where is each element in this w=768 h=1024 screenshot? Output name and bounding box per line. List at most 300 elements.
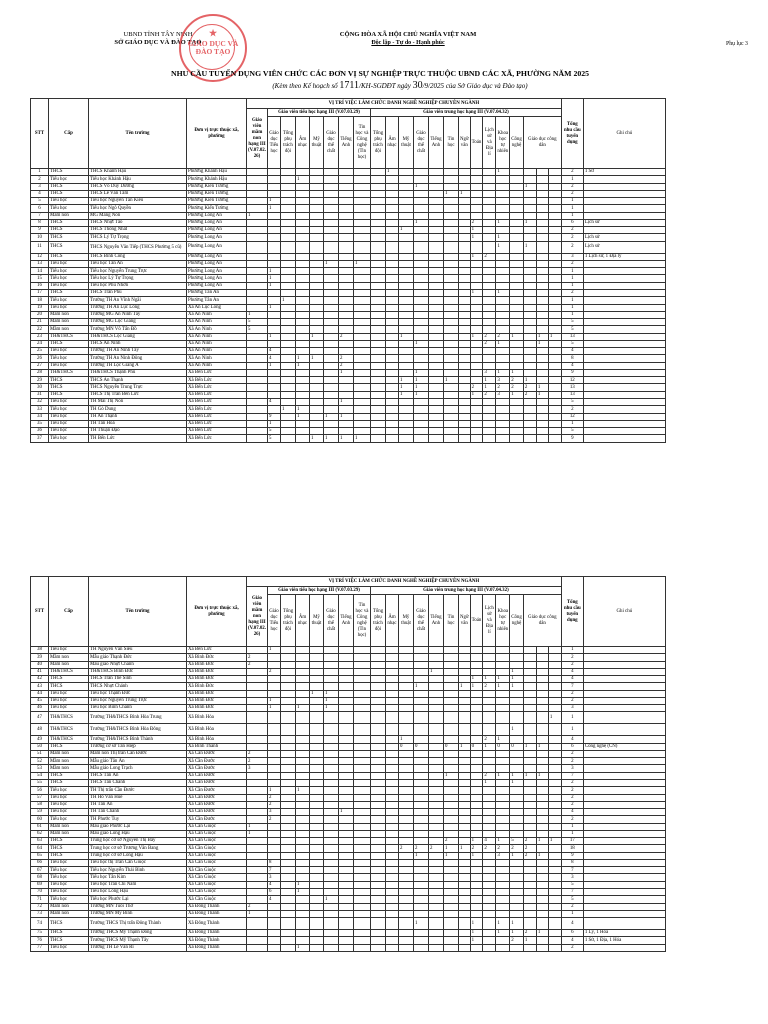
row-commune: Phường Long An [187, 260, 247, 267]
row-value-cell [548, 355, 561, 362]
row-value-cell [280, 896, 295, 903]
row-value-cell: 2 [267, 668, 280, 675]
row-value-cell [470, 304, 483, 311]
row-total: 4 [561, 918, 583, 930]
row-value-cell [470, 348, 483, 355]
row-value-cell [338, 668, 353, 675]
row-value-cell [443, 275, 458, 282]
row-value-cell: 1 [413, 683, 428, 690]
row-value-cell [353, 697, 370, 704]
row-value-cell [428, 690, 443, 697]
table-row [31, 654, 666, 661]
row-value-cell [370, 690, 385, 697]
row-value-cell [536, 413, 548, 420]
row-value-cell [443, 260, 458, 267]
row-value-cell [510, 758, 524, 765]
row-value-cell [428, 661, 443, 668]
row-value-cell [323, 852, 338, 859]
row-value-cell [536, 867, 548, 874]
row-level: THCS [49, 852, 89, 859]
row-total: 1 [561, 205, 583, 212]
row-note [583, 190, 665, 197]
row-commune: Phường Long An [187, 253, 247, 260]
row-stt: 50 [31, 743, 49, 750]
row-school-name: Trường TH&THCS Bình Hòa Đông [89, 724, 187, 736]
row-level: Tiểu học [49, 205, 89, 212]
row-value-cell [398, 944, 413, 951]
row-value-cell [370, 772, 385, 779]
row-value-cell: 1 [323, 697, 338, 704]
row-value-cell [536, 683, 548, 690]
row-value-cell [295, 794, 309, 801]
row-stt: 1 [31, 169, 49, 176]
row-value-cell [247, 743, 268, 750]
row-value-cell [496, 198, 510, 205]
row-value-cell [483, 697, 496, 704]
row-value-cell [470, 787, 483, 794]
row-value-cell [470, 661, 483, 668]
row-value-cell [247, 647, 268, 654]
table-row [31, 398, 666, 405]
row-value-cell [428, 910, 443, 917]
row-value-cell: 1 [309, 333, 323, 340]
row-stt: 16 [31, 282, 49, 289]
row-value-cell [443, 326, 458, 333]
row-value-cell [496, 888, 510, 895]
row-value-cell [247, 355, 268, 362]
row-value-cell [470, 282, 483, 289]
row-value-cell [309, 260, 323, 267]
row-value-cell [443, 282, 458, 289]
row-level: Tiểu học [49, 801, 89, 808]
row-value-cell [443, 654, 458, 661]
row-value-cell [309, 304, 323, 311]
row-value-cell [385, 765, 398, 772]
row-value-cell: 1 [523, 743, 536, 750]
table-row [31, 794, 666, 801]
row-level: Tiểu học [49, 406, 89, 413]
row-value-cell [398, 348, 413, 355]
row-value-cell [309, 420, 323, 427]
row-value-cell [338, 183, 353, 190]
row-value-cell [323, 647, 338, 654]
row-school-name: Tiểu học Trần Chí Nam [89, 881, 187, 888]
row-value-cell: 1 [523, 937, 536, 944]
row-value-cell: 2 [470, 845, 483, 852]
row-school-name: Trường MG Lộc Giang [89, 319, 187, 326]
row-value-cell [295, 205, 309, 212]
row-value-cell [323, 304, 338, 311]
row-value-cell [323, 384, 338, 391]
row-value-cell [413, 750, 428, 757]
row-value-cell [295, 816, 309, 823]
row-value-cell [443, 348, 458, 355]
row-school-name: Trường TH An Vĩnh Ngãi [89, 297, 187, 304]
row-value-cell [496, 944, 510, 951]
row-note [583, 348, 665, 355]
row-value-cell [338, 377, 353, 384]
row-value-cell [428, 241, 443, 253]
row-value-cell [496, 668, 510, 675]
row-school-name: Tiểu học Long Hậu [89, 888, 187, 895]
row-value-cell [353, 413, 370, 420]
row-stt: 67 [31, 867, 49, 874]
row-stt: 76 [31, 937, 49, 944]
row-value-cell [309, 930, 323, 937]
row-value-cell [267, 830, 280, 837]
row-value-cell [483, 705, 496, 712]
row-value-cell [428, 823, 443, 830]
row-value-cell [280, 838, 295, 845]
row-value-cell [470, 705, 483, 712]
row-value-cell [398, 406, 413, 413]
row-value-cell [496, 355, 510, 362]
row-commune: Xã Bình Đức [187, 705, 247, 712]
row-value-cell [295, 297, 309, 304]
row-value-cell [353, 253, 370, 260]
row-value-cell [443, 944, 458, 951]
row-value-cell [483, 859, 496, 866]
row-value-cell [548, 176, 561, 183]
row-value-cell: 1 [443, 377, 458, 384]
row-value-cell [548, 918, 561, 930]
row-stt: 25 [31, 348, 49, 355]
row-value-cell: 2 [483, 683, 496, 690]
row-value-cell: 1 [536, 772, 548, 779]
row-value-cell [413, 809, 428, 816]
row-value-cell [458, 406, 470, 413]
row-value-cell [548, 874, 561, 881]
row-value-cell: 1 [267, 275, 280, 282]
row-value-cell [338, 169, 353, 176]
row-value-cell: 2 [483, 772, 496, 779]
row-level: Mầm non [49, 830, 89, 837]
row-value-cell [413, 268, 428, 275]
row-value-cell: 4 [267, 355, 280, 362]
row-value-cell [309, 787, 323, 794]
row-total: 2 [561, 169, 583, 176]
row-value-cell [523, 319, 536, 326]
row-value-cell [443, 340, 458, 347]
row-value-cell [548, 169, 561, 176]
row-value-cell [510, 326, 524, 333]
row-value-cell [413, 758, 428, 765]
row-level: Tiểu học [49, 705, 89, 712]
row-stt: 9 [31, 227, 49, 234]
row-value-cell [496, 697, 510, 704]
row-value-cell [510, 176, 524, 183]
row-value-cell [443, 391, 458, 398]
row-value-cell: 2 [523, 930, 536, 937]
row-school-name: TH Tân Hoà [89, 420, 187, 427]
row-value-cell [443, 937, 458, 944]
row-stt: 70 [31, 888, 49, 895]
row-value-cell [267, 736, 280, 743]
header-secondary-col: Khoa học tự nhiên [496, 117, 510, 169]
row-value-cell [280, 413, 295, 420]
row-value-cell [338, 859, 353, 866]
row-value-cell [267, 391, 280, 398]
row-value-cell: 1 [510, 676, 524, 683]
row-value-cell [428, 838, 443, 845]
row-value-cell [523, 758, 536, 765]
row-value-cell [247, 198, 268, 205]
row-value-cell [385, 219, 398, 226]
row-value-cell: 2 [483, 340, 496, 347]
row-value-cell [523, 823, 536, 830]
row-value-cell [458, 340, 470, 347]
row-value-cell: 4 [267, 881, 280, 888]
row-school-name: Trường TH Lộc Giang A [89, 362, 187, 369]
row-total: 1 [561, 275, 583, 282]
row-commune: Phường Long An [187, 219, 247, 226]
row-value-cell [398, 219, 413, 226]
row-value-cell [385, 348, 398, 355]
table-row [31, 937, 666, 944]
row-value-cell [413, 779, 428, 786]
row-value-cell [458, 779, 470, 786]
row-value-cell [353, 391, 370, 398]
row-commune: Phường Long An [187, 275, 247, 282]
row-commune: Xã Bình Đức [187, 676, 247, 683]
row-value-cell [309, 668, 323, 675]
row-value-cell [470, 398, 483, 405]
row-value-cell [548, 845, 561, 852]
row-value-cell [398, 801, 413, 808]
row-commune: Xã Bến Lức [187, 420, 247, 427]
row-value-cell: 1 [309, 355, 323, 362]
row-value-cell [385, 190, 398, 197]
row-value-cell [323, 428, 338, 435]
row-value-cell [458, 362, 470, 369]
row-value-cell: 1 [295, 881, 309, 888]
row-value-cell [523, 787, 536, 794]
row-value-cell [523, 809, 536, 816]
row-total: 7 [561, 683, 583, 690]
row-value-cell [280, 712, 295, 724]
row-value-cell [413, 794, 428, 801]
row-value-cell [443, 787, 458, 794]
table-row [31, 319, 666, 326]
row-school-name: THCS Võ Duy Dương [89, 183, 187, 190]
row-value-cell [523, 794, 536, 801]
row-value-cell [536, 816, 548, 823]
row-value-cell [353, 705, 370, 712]
row-value-cell [267, 227, 280, 234]
row-value-cell [323, 758, 338, 765]
row-value-cell [323, 183, 338, 190]
row-value-cell [483, 937, 496, 944]
row-level: THCS [49, 683, 89, 690]
row-school-name: Mẫu giáo Nhựt Chánh [89, 661, 187, 668]
header-primary-col: Tin học và Công nghệ (Tin học) [353, 117, 370, 169]
row-value-cell [458, 289, 470, 296]
row-value-cell [385, 398, 398, 405]
row-value-cell [295, 183, 309, 190]
row-value-cell [353, 176, 370, 183]
row-value-cell [353, 918, 370, 930]
row-value-cell [458, 234, 470, 241]
row-school-name: Tiểu học Nguyễn Trung Trực [89, 268, 187, 275]
table-row [31, 234, 666, 241]
row-value-cell: 5 [247, 319, 268, 326]
row-value-cell [295, 838, 309, 845]
row-value-cell [496, 910, 510, 917]
table-row [31, 816, 666, 823]
row-value-cell: 1 [458, 743, 470, 750]
row-value-cell [428, 697, 443, 704]
row-value-cell [443, 816, 458, 823]
row-value-cell [338, 384, 353, 391]
row-value-cell [370, 333, 385, 340]
row-value-cell [510, 428, 524, 435]
row-commune: Phường Kiến Tường [187, 205, 247, 212]
row-value-cell [536, 241, 548, 253]
row-value-cell [428, 712, 443, 724]
row-value-cell [338, 705, 353, 712]
row-value-cell [510, 183, 524, 190]
row-value-cell [247, 930, 268, 937]
row-value-cell: 5 [510, 838, 524, 845]
row-value-cell [267, 253, 280, 260]
plan-day: 30 [412, 80, 423, 91]
row-value-cell [496, 413, 510, 420]
row-value-cell [413, 282, 428, 289]
row-value-cell [370, 253, 385, 260]
row-value-cell [548, 234, 561, 241]
national-motto-block [318, 31, 498, 47]
row-value-cell [370, 809, 385, 816]
row-school-name: Trường THCS Thị trấn Đông Thành [89, 918, 187, 930]
row-value-cell [470, 311, 483, 318]
row-value-cell [353, 903, 370, 910]
row-value-cell [247, 333, 268, 340]
row-stt: 69 [31, 881, 49, 888]
row-value-cell [413, 435, 428, 442]
row-value-cell [548, 816, 561, 823]
row-note [583, 176, 665, 183]
row-value-cell: 1 [267, 198, 280, 205]
row-value-cell [398, 896, 413, 903]
row-value-cell [548, 758, 561, 765]
row-value-cell [470, 712, 483, 724]
row-value-cell [338, 690, 353, 697]
row-value-cell [483, 198, 496, 205]
row-total: 5 [561, 398, 583, 405]
row-value-cell [370, 275, 385, 282]
row-value-cell [247, 736, 268, 743]
row-value-cell [295, 867, 309, 874]
row-value-cell [428, 355, 443, 362]
row-value-cell: 2 [496, 333, 510, 340]
row-value-cell [338, 326, 353, 333]
row-value-cell: 2 [338, 333, 353, 340]
row-value-cell: 1 [496, 683, 510, 690]
row-value-cell [309, 413, 323, 420]
row-value-cell [496, 801, 510, 808]
row-stt: 71 [31, 896, 49, 903]
row-value-cell [536, 369, 548, 376]
row-value-cell [428, 348, 443, 355]
row-commune: Xã An Ninh [187, 355, 247, 362]
row-value-cell [353, 867, 370, 874]
row-value-cell [536, 435, 548, 442]
row-stt: 14 [31, 268, 49, 275]
row-value-cell: 2 [510, 937, 524, 944]
row-level: THCS [49, 340, 89, 347]
row-stt: 65 [31, 852, 49, 859]
table-row [31, 406, 666, 413]
row-value-cell: 1 [470, 918, 483, 930]
row-value-cell [385, 823, 398, 830]
row-value-cell [370, 176, 385, 183]
row-value-cell [353, 816, 370, 823]
row-value-cell [483, 910, 496, 917]
row-value-cell [323, 275, 338, 282]
row-value-cell [510, 413, 524, 420]
row-value-cell: 6 [267, 888, 280, 895]
row-value-cell [370, 413, 385, 420]
row-value-cell [267, 319, 280, 326]
row-value-cell [385, 333, 398, 340]
row-commune: Xã Bến Lức [187, 435, 247, 442]
row-value-cell [428, 772, 443, 779]
row-value-cell [470, 801, 483, 808]
row-value-cell [483, 654, 496, 661]
header-stt: STT [31, 99, 49, 169]
row-value-cell [470, 896, 483, 903]
row-value-cell [413, 234, 428, 241]
row-value-cell [496, 765, 510, 772]
row-value-cell [413, 801, 428, 808]
row-value-cell [353, 830, 370, 837]
row-total: 1 [561, 282, 583, 289]
row-value-cell [338, 676, 353, 683]
row-value-cell [323, 712, 338, 724]
row-value-cell [338, 176, 353, 183]
row-stt: 20 [31, 311, 49, 318]
row-value-cell [370, 944, 385, 951]
row-value-cell: 1 [267, 705, 280, 712]
row-value-cell [536, 268, 548, 275]
row-value-cell [496, 348, 510, 355]
row-value-cell [548, 647, 561, 654]
row-value-cell [458, 823, 470, 830]
row-value-cell [470, 910, 483, 917]
row-value-cell [385, 304, 398, 311]
row-value-cell [428, 333, 443, 340]
row-value-cell [428, 282, 443, 289]
row-value-cell [496, 183, 510, 190]
row-stt: 21 [31, 319, 49, 326]
row-value-cell [247, 859, 268, 866]
row-value-cell [267, 212, 280, 219]
row-value-cell [510, 867, 524, 874]
row-value-cell [267, 169, 280, 176]
row-value-cell [295, 435, 309, 442]
row-value-cell [267, 654, 280, 661]
row-value-cell [548, 268, 561, 275]
table-row [31, 198, 666, 205]
row-value-cell [280, 428, 295, 435]
row-value-cell [413, 241, 428, 253]
row-value-cell [370, 219, 385, 226]
row-value-cell [247, 377, 268, 384]
row-value-cell [483, 758, 496, 765]
row-level: Tiểu học [49, 268, 89, 275]
row-value-cell [483, 809, 496, 816]
row-value-cell [413, 896, 428, 903]
